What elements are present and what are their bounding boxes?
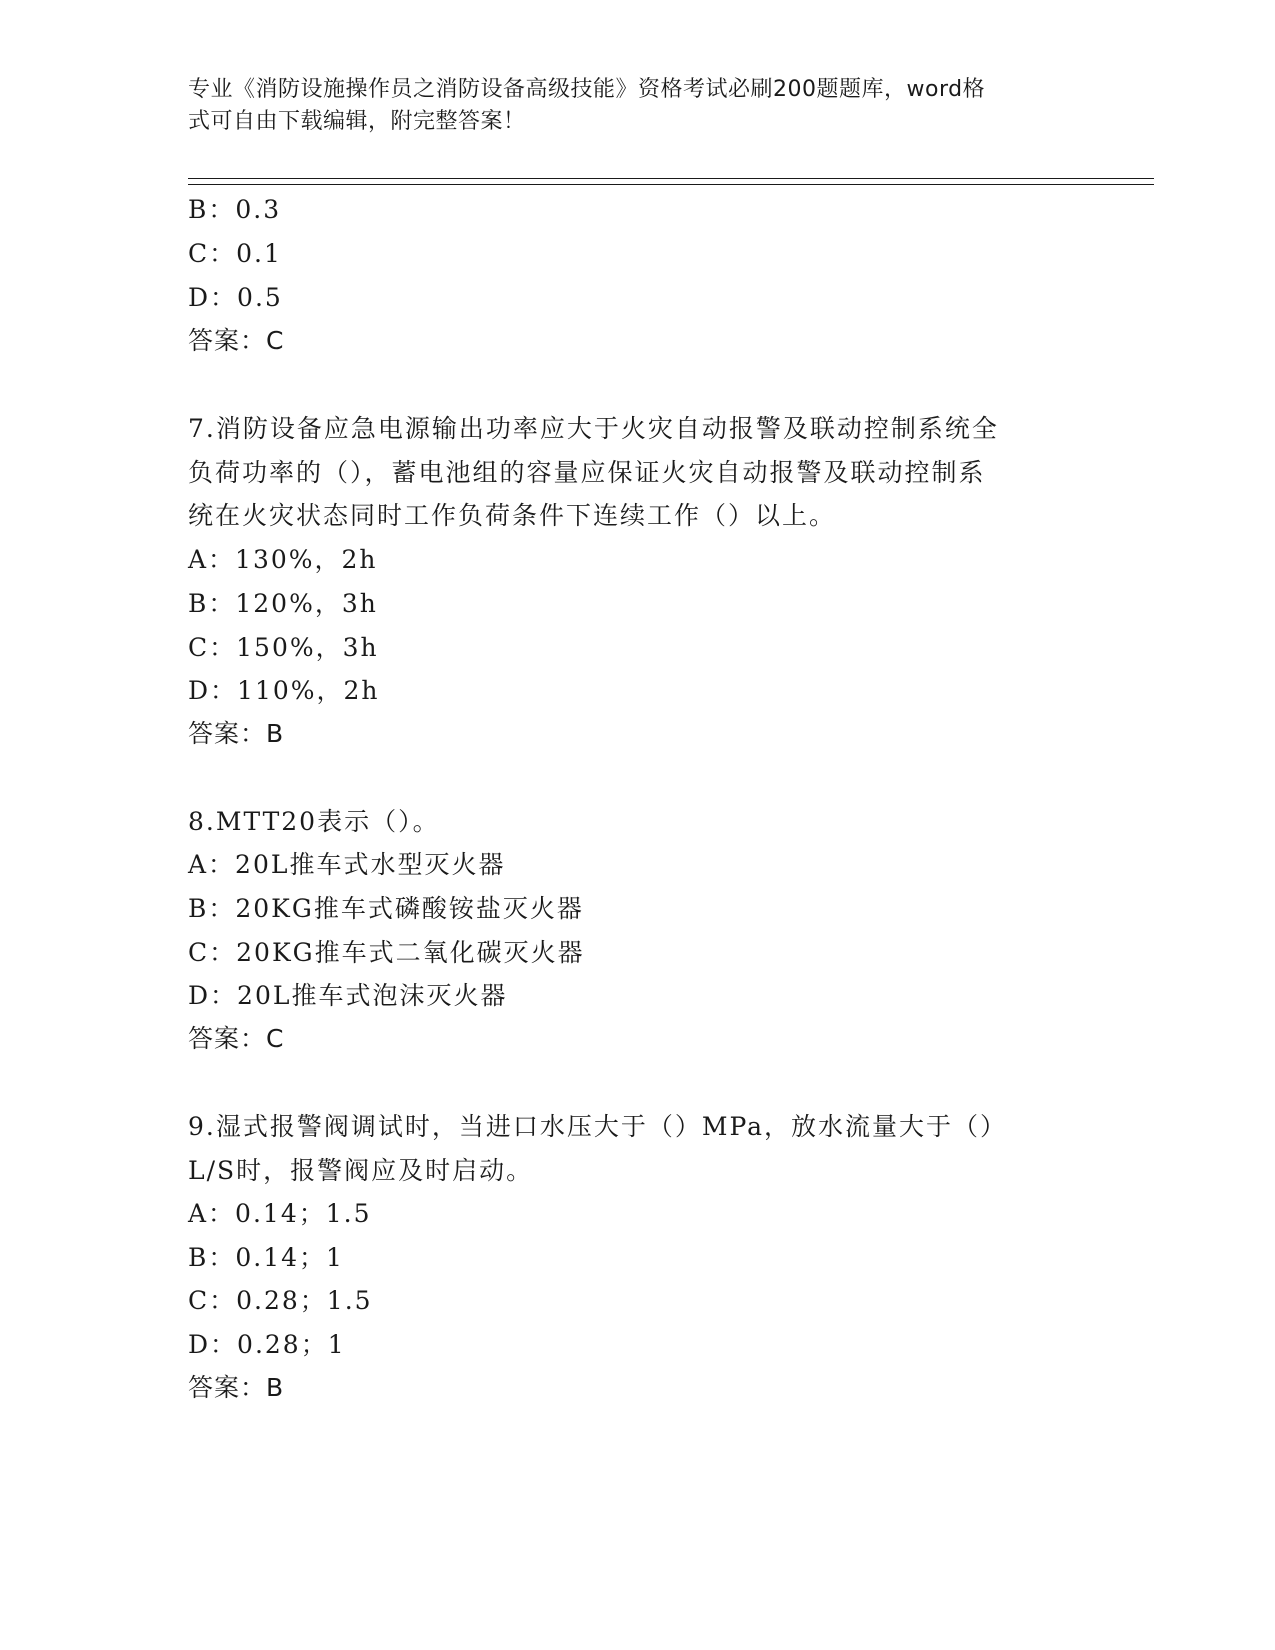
q9-stem-line-2: L/S时，报警阀应及时启动。	[188, 1156, 534, 1185]
q9-stem-line-1: 9.湿式报警阀调试时，当进口水压大于（）MPa，放水流量大于（）	[188, 1112, 1008, 1141]
q7-option-c: C：150%，3h	[188, 633, 379, 662]
q7-option-a: A：130%，2h	[188, 545, 378, 574]
header-line-2: 式可自由下载编辑，附完整答案！	[188, 109, 526, 134]
q6-answer: 答案：C	[188, 326, 285, 355]
q9-option-c: C：0.28；1.5	[188, 1286, 373, 1315]
q8-option-d: D：20L推车式泡沫灭火器	[188, 981, 508, 1010]
q7-option-b: B：120%，3h	[188, 589, 378, 618]
q8-answer: 答案：C	[188, 1024, 285, 1053]
q8-option-c: C：20KG推车式二氧化碳灭火器	[188, 938, 585, 967]
q7-option-d: D：110%，2h	[188, 676, 380, 705]
header-divider-bottom	[188, 184, 1154, 185]
header-divider-top	[188, 178, 1154, 179]
q6-option-b: B：0.3	[188, 195, 282, 224]
q7-stem-line-3: 统在火灾状态同时工作负荷条件下连续工作（）以上。	[188, 501, 837, 530]
document-header	[188, 74, 1068, 138]
q8-stem-line-1: 8.MTT20表示（）。	[188, 807, 440, 836]
q6-option-d: D：0.5	[188, 283, 283, 312]
q9-option-a: A：0.14；1.5	[188, 1199, 372, 1228]
q7-stem-line-1: 7.消防设备应急电源输出功率应大于火灾自动报警及联动控制系统全	[188, 414, 999, 443]
header-line-1: 专业《消防设施操作员之消防设备高级技能》资格考试必刷200题题库，word格	[188, 77, 986, 102]
q9-option-d: D：0.28；1	[188, 1330, 346, 1359]
q8-option-b: B：20KG推车式磷酸铵盐灭火器	[188, 894, 584, 923]
q7-stem-line-2: 负荷功率的（），蓄电池组的容量应保证火灾自动报警及联动控制系	[188, 458, 986, 487]
q9-option-b: B：0.14；1	[188, 1243, 344, 1272]
q6-option-c: C：0.1	[188, 239, 282, 268]
q9-answer: 答案：B	[188, 1373, 285, 1402]
q7-answer: 答案：B	[188, 719, 285, 748]
q8-option-a: A：20L推车式水型灭火器	[188, 850, 506, 879]
